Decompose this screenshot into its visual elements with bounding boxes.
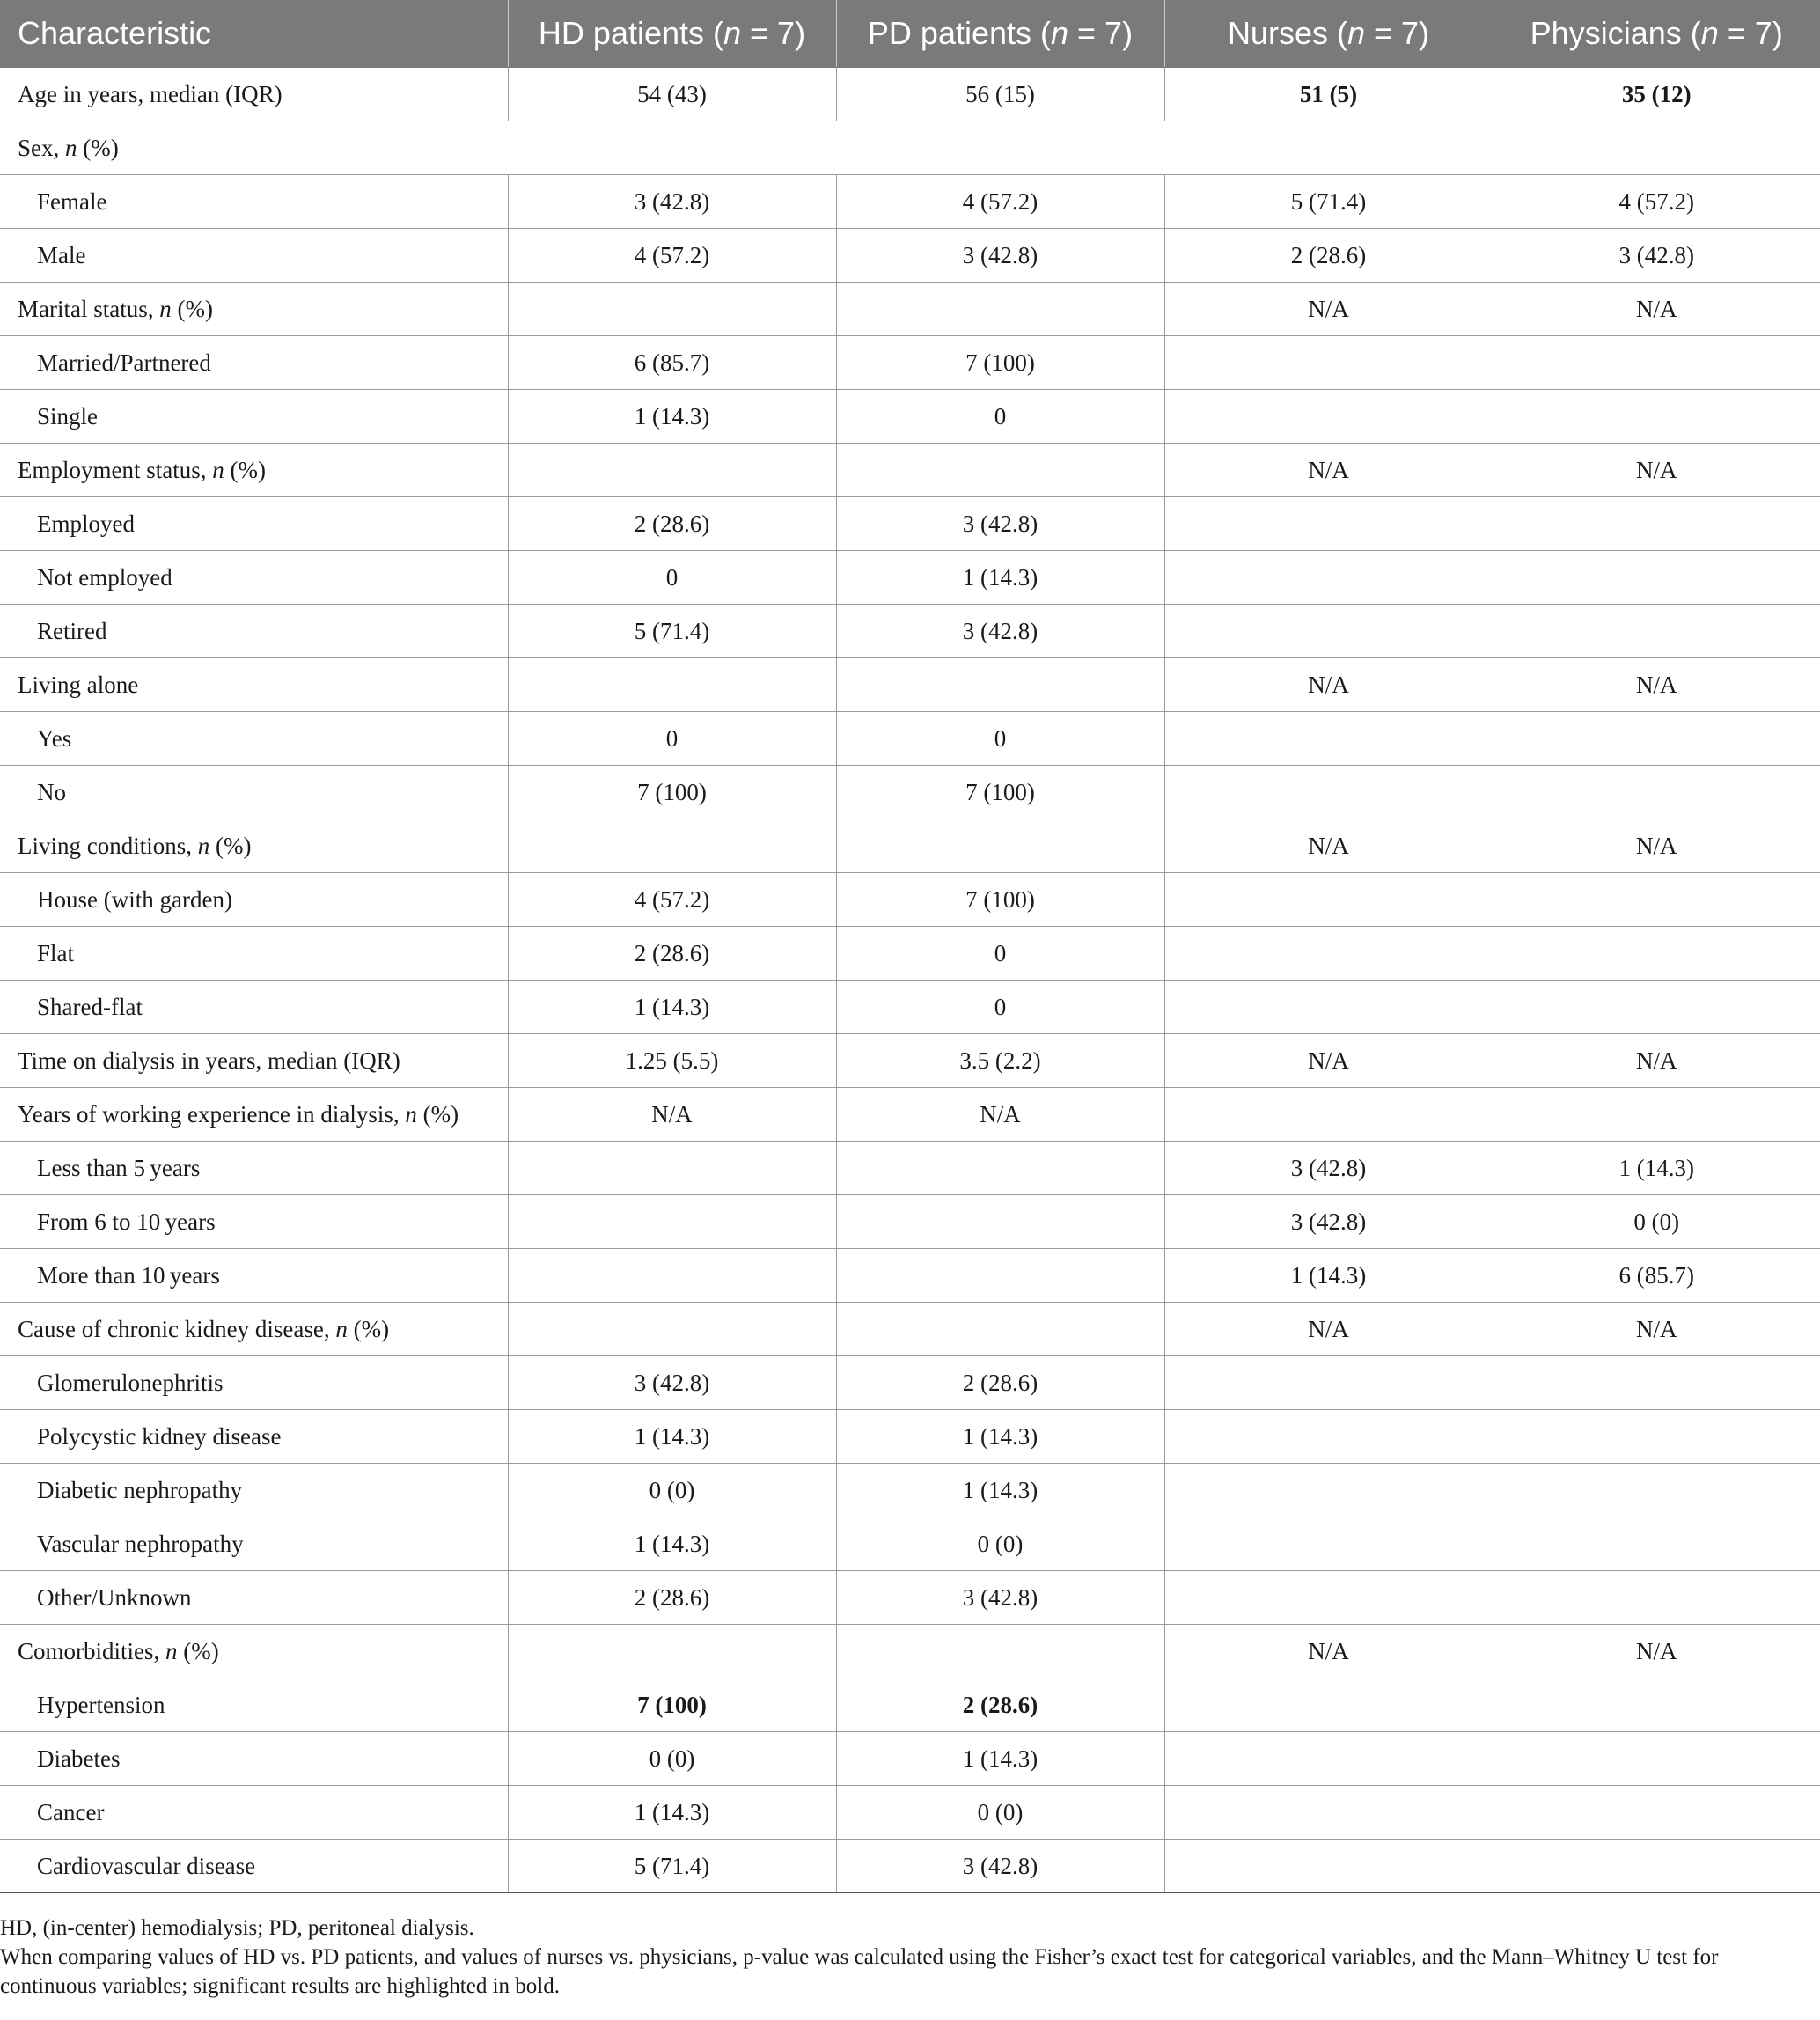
table-row (0, 1195, 1820, 1249)
cell-hd: 0 (508, 551, 836, 605)
row-label: Glomerulonephritis (0, 1356, 508, 1410)
cell-nurses (1164, 1840, 1493, 1893)
row-label: Employed (0, 497, 508, 551)
cell-hd (508, 819, 836, 873)
cell-nurses (1164, 551, 1493, 605)
cell-physicians (1493, 1732, 1820, 1786)
cell-physicians: 3 (42.8) (1493, 229, 1820, 283)
cell-pd: 7 (100) (836, 336, 1164, 390)
cell-pd: 1 (14.3) (836, 1464, 1164, 1517)
cell-nurses (1164, 336, 1493, 390)
cell-hd (508, 283, 836, 336)
cell-hd: 2 (28.6) (508, 927, 836, 981)
cell-physicians (1493, 1571, 1820, 1625)
table-row (0, 1840, 1820, 1893)
row-label: Not employed (0, 551, 508, 605)
cell-hd: 1 (14.3) (508, 1517, 836, 1571)
table-row (0, 497, 1820, 551)
cell-hd (508, 1195, 836, 1249)
cell-nurses (1164, 766, 1493, 819)
row-label: Yes (0, 712, 508, 766)
cell-hd (508, 1303, 836, 1356)
row-label: Cause of chronic kidney disease, n (%) (0, 1303, 508, 1356)
table-footnotes (0, 1913, 1813, 2001)
row-label: Male (0, 229, 508, 283)
cell-pd: 0 (0) (836, 1786, 1164, 1840)
cell-pd: 0 (0) (836, 1517, 1164, 1571)
cell-pd: 0 (836, 981, 1164, 1034)
table-row (0, 1625, 1820, 1678)
cell-pd: 1 (14.3) (836, 551, 1164, 605)
cell-pd: N/A (836, 1088, 1164, 1142)
header-row (0, 0, 1820, 68)
cell-physicians (1493, 497, 1820, 551)
table-row (0, 1249, 1820, 1303)
cell-pd: 0 (836, 927, 1164, 981)
header-physicians: Physicians (n = 7) (1493, 0, 1820, 68)
cell-hd: 5 (71.4) (508, 1840, 836, 1893)
cell-pd: 3 (42.8) (836, 229, 1164, 283)
cell-physicians (1493, 1088, 1820, 1142)
cell-pd (836, 444, 1164, 497)
cell-physicians: N/A (1493, 1625, 1820, 1678)
row-label: Female (0, 175, 508, 229)
cell-pd: 1 (14.3) (836, 1410, 1164, 1464)
cell-physicians: 1 (14.3) (1493, 1142, 1820, 1195)
cell-pd: 3 (42.8) (836, 605, 1164, 658)
table-row (0, 283, 1820, 336)
row-label: Diabetes (0, 1732, 508, 1786)
table-row (0, 1517, 1820, 1571)
cell-physicians (1493, 1464, 1820, 1517)
cell-nurses: N/A (1164, 1625, 1493, 1678)
row-label: Living alone (0, 658, 508, 712)
table-row (0, 605, 1820, 658)
cell-physicians (1493, 390, 1820, 444)
cell-nurses (1164, 1678, 1493, 1732)
table-row (0, 551, 1820, 605)
cell-pd: 4 (57.2) (836, 175, 1164, 229)
cell-nurses: 1 (14.3) (1164, 1249, 1493, 1303)
row-label: Marital status, n (%) (0, 283, 508, 336)
row-label: House (with garden) (0, 873, 508, 927)
table-body (0, 68, 1820, 1893)
cell-hd: 7 (100) (508, 766, 836, 819)
table-row (0, 1303, 1820, 1356)
table-row (0, 927, 1820, 981)
cell-nurses: N/A (1164, 819, 1493, 873)
cell-physicians: 6 (85.7) (1493, 1249, 1820, 1303)
cell-nurses (1164, 981, 1493, 1034)
table-row (0, 444, 1820, 497)
table-row (0, 1034, 1820, 1088)
row-label: Married/Partnered (0, 336, 508, 390)
cell-hd: N/A (508, 1088, 836, 1142)
cell-hd (508, 1625, 836, 1678)
cell-physicians: N/A (1493, 658, 1820, 712)
cell-pd: 1 (14.3) (836, 1732, 1164, 1786)
cell-nurses (1164, 1786, 1493, 1840)
cell-physicians: 0 (0) (1493, 1195, 1820, 1249)
table-row (0, 229, 1820, 283)
cell-pd: 0 (836, 390, 1164, 444)
cell-nurses: N/A (1164, 1034, 1493, 1088)
cell-nurses: 3 (42.8) (1164, 1195, 1493, 1249)
row-label: Comorbidities, n (%) (0, 1625, 508, 1678)
cell-hd: 7 (100) (508, 1678, 836, 1732)
cell-physicians (1493, 1678, 1820, 1732)
cell-nurses (1164, 1732, 1493, 1786)
cell-pd: 56 (15) (836, 68, 1164, 121)
row-label: Years of working experience in dialysis, n (%) (0, 1088, 508, 1142)
cell-nurses (1164, 390, 1493, 444)
cell-nurses: N/A (1164, 444, 1493, 497)
cell-physicians (1493, 551, 1820, 605)
cell-nurses (1164, 1571, 1493, 1625)
cell-hd: 6 (85.7) (508, 336, 836, 390)
row-label: Cardiovascular disease (0, 1840, 508, 1893)
cell-hd: 4 (57.2) (508, 229, 836, 283)
row-label: Single (0, 390, 508, 444)
row-label: Other/Unknown (0, 1571, 508, 1625)
cell-nurses (1164, 1464, 1493, 1517)
cell-pd: 7 (100) (836, 873, 1164, 927)
table-row (0, 1678, 1820, 1732)
table-row (0, 819, 1820, 873)
row-label: Living conditions, n (%) (0, 819, 508, 873)
cell-physicians: 35 (12) (1493, 68, 1820, 121)
table-row (0, 766, 1820, 819)
cell-pd (836, 1195, 1164, 1249)
cell-hd (508, 1142, 836, 1195)
header-pd-patients: PD patients (n = 7) (836, 0, 1164, 68)
cell-hd: 3 (42.8) (508, 1356, 836, 1410)
table-row (0, 175, 1820, 229)
cell-physicians (1493, 1356, 1820, 1410)
row-label: More than 10 years (0, 1249, 508, 1303)
row-label: Hypertension (0, 1678, 508, 1732)
cell-nurses (1164, 1356, 1493, 1410)
cell-nurses: 51 (5) (1164, 68, 1493, 121)
table-row (0, 390, 1820, 444)
cell-pd: 7 (100) (836, 766, 1164, 819)
cell-nurses: N/A (1164, 658, 1493, 712)
cell-nurses (1164, 497, 1493, 551)
table-row (0, 873, 1820, 927)
cell-nurses (1164, 873, 1493, 927)
row-label: From 6 to 10 years (0, 1195, 508, 1249)
cell-physicians (1493, 336, 1820, 390)
table-row (0, 68, 1820, 121)
cell-hd (508, 1249, 836, 1303)
row-label: Diabetic nephropathy (0, 1464, 508, 1517)
footnote-methods: When comparing values of HD vs. PD patients, and values of nurses vs. physicians, p-value was calculated using the Fisher’s exact test for categorical variables, and the Mann–Whitney U test for continuous variables; significant results are highlighted in bold. (0, 1945, 1719, 1998)
cell-hd (508, 658, 836, 712)
cell-physicians: N/A (1493, 819, 1820, 873)
cell-hd: 2 (28.6) (508, 1571, 836, 1625)
table-row (0, 1464, 1820, 1517)
table-row (0, 1732, 1820, 1786)
row-label: Flat (0, 927, 508, 981)
cell-hd: 0 (0) (508, 1732, 836, 1786)
row-label: Retired (0, 605, 508, 658)
cell-physicians: N/A (1493, 444, 1820, 497)
cell-physicians (1493, 605, 1820, 658)
cell-physicians (1493, 1840, 1820, 1893)
header-nurses: Nurses (n = 7) (1164, 0, 1493, 68)
cell-physicians (1493, 1786, 1820, 1840)
cell-physicians (1493, 766, 1820, 819)
cell-physicians (1493, 927, 1820, 981)
cell-hd: 0 (508, 712, 836, 766)
row-label: Employment status, n (%) (0, 444, 508, 497)
cell-hd: 54 (43) (508, 68, 836, 121)
cell-hd: 1 (14.3) (508, 981, 836, 1034)
cell-pd: 3 (42.8) (836, 1571, 1164, 1625)
cell-physicians (1493, 1410, 1820, 1464)
cell-hd: 1 (14.3) (508, 1410, 836, 1464)
cell-hd: 2 (28.6) (508, 497, 836, 551)
row-label: Age in years, median (IQR) (0, 68, 508, 121)
cell-hd: 1 (14.3) (508, 1786, 836, 1840)
cell-pd: 3.5 (2.2) (836, 1034, 1164, 1088)
cell-nurses: N/A (1164, 1303, 1493, 1356)
cell-pd: 2 (28.6) (836, 1678, 1164, 1732)
cell-hd: 1.25 (5.5) (508, 1034, 836, 1088)
table-row (0, 1786, 1820, 1840)
cell-pd: 3 (42.8) (836, 497, 1164, 551)
row-label: Cancer (0, 1786, 508, 1840)
cell-pd (836, 1303, 1164, 1356)
cell-hd: 3 (42.8) (508, 175, 836, 229)
header-characteristic: Characteristic (0, 0, 508, 68)
cell-nurses (1164, 1517, 1493, 1571)
table-row (0, 712, 1820, 766)
table-row (0, 658, 1820, 712)
row-label: Sex, n (%) (0, 121, 1820, 175)
cell-nurses (1164, 927, 1493, 981)
cell-physicians (1493, 981, 1820, 1034)
cell-pd (836, 1625, 1164, 1678)
cell-nurses (1164, 712, 1493, 766)
cell-pd (836, 819, 1164, 873)
table-row (0, 1410, 1820, 1464)
cell-hd: 0 (0) (508, 1464, 836, 1517)
cell-nurses (1164, 605, 1493, 658)
cell-nurses: 5 (71.4) (1164, 175, 1493, 229)
cell-physicians: N/A (1493, 1303, 1820, 1356)
cell-pd (836, 1249, 1164, 1303)
cell-pd (836, 1142, 1164, 1195)
cell-nurses: 3 (42.8) (1164, 1142, 1493, 1195)
table-row (0, 981, 1820, 1034)
cell-physicians (1493, 873, 1820, 927)
cell-hd: 5 (71.4) (508, 605, 836, 658)
cell-pd: 2 (28.6) (836, 1356, 1164, 1410)
cell-pd: 0 (836, 712, 1164, 766)
cell-physicians: 4 (57.2) (1493, 175, 1820, 229)
table-row (0, 121, 1820, 175)
table-row (0, 336, 1820, 390)
row-label: Time on dialysis in years, median (IQR) (0, 1034, 508, 1088)
row-label: Polycystic kidney disease (0, 1410, 508, 1464)
row-label: Shared-flat (0, 981, 508, 1034)
cell-physicians (1493, 712, 1820, 766)
cell-hd: 1 (14.3) (508, 390, 836, 444)
row-label: Vascular nephropathy (0, 1517, 508, 1571)
cell-pd: 3 (42.8) (836, 1840, 1164, 1893)
cell-hd (508, 444, 836, 497)
cell-hd: 4 (57.2) (508, 873, 836, 927)
cell-nurses: N/A (1164, 283, 1493, 336)
header-hd-patients: HD patients (n = 7) (508, 0, 836, 68)
cell-nurses (1164, 1410, 1493, 1464)
table-row (0, 1088, 1820, 1142)
table-row (0, 1356, 1820, 1410)
cell-physicians (1493, 1517, 1820, 1571)
table-row (0, 1142, 1820, 1195)
row-label: Less than 5 years (0, 1142, 508, 1195)
footnote-abbreviations: HD, (in-center) hemodialysis; PD, peritoneal dialysis. (0, 1916, 474, 1940)
table-row (0, 1571, 1820, 1625)
row-label: No (0, 766, 508, 819)
cell-pd (836, 283, 1164, 336)
cell-nurses (1164, 1088, 1493, 1142)
cell-nurses: 2 (28.6) (1164, 229, 1493, 283)
cell-physicians: N/A (1493, 283, 1820, 336)
cell-pd (836, 658, 1164, 712)
cell-physicians: N/A (1493, 1034, 1820, 1088)
